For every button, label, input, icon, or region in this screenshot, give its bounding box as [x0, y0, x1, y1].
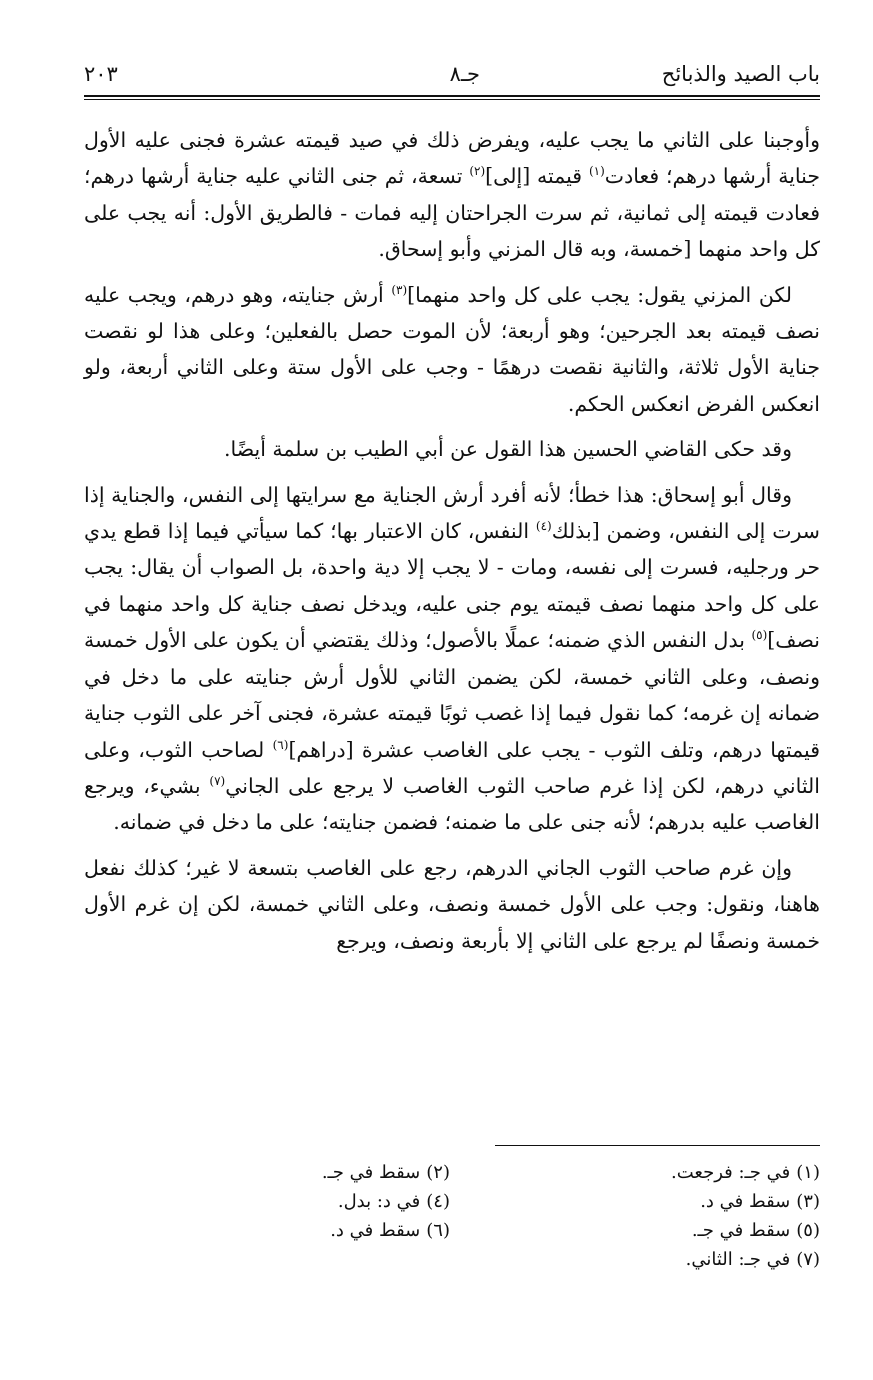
main-text	[84, 122, 820, 959]
text-run: لصاحب الثوب، وعلى الثاني درهم، لكن إذا غرم صاحب الثوب الغاصب لا يرجع على الجاني	[84, 737, 820, 798]
volume-number: جـ٨	[449, 62, 480, 86]
footnote-number: (٦)	[426, 1220, 450, 1241]
footnote-row	[84, 1187, 820, 1216]
footnote-6	[330, 1216, 450, 1245]
footnote-ref-3: (٣)	[391, 282, 408, 297]
footnote-separator	[495, 1145, 820, 1146]
text-run: قيمته [إلى]	[485, 164, 589, 189]
footnote-number: (١)	[796, 1162, 820, 1183]
footnote-ref-6: (٦)	[272, 737, 289, 752]
footnote-number: (٧)	[796, 1249, 820, 1270]
running-header	[84, 58, 820, 94]
text-run: وقال أبو إسحاق: هذا خطأ؛ لأنه أفرد أرش الجناية مع سرايتها إلى النفس، والجناية إذا سرت إلى النفس، وضمن [بذلك	[84, 482, 820, 544]
paragraph-1	[84, 122, 820, 268]
footnote-row	[84, 1245, 820, 1274]
paragraph-4	[84, 477, 820, 841]
footnote-4	[338, 1187, 450, 1216]
footnote-number: (٤)	[426, 1191, 450, 1212]
book-title: باب الصيد والذبائح	[661, 62, 820, 86]
text-run: بشيء، ويرجع الغاصب عليه بدرهم؛ لأنه جنى على ما ضمنه؛ فضمن جنايته؛ على ما دخل في ضمانه.	[84, 773, 820, 835]
footnote-text: سقط في د.	[700, 1191, 791, 1212]
paragraph-5: وإن غرم صاحب الثوب الجاني الدرهم، رجع على الغاصب بتسعة لا غير؛ كذلك نفعل هاهنا، ونقول: وجب على الأول خمسة ونصف، وعلى الثاني خمسة، لكن إن غرم الأول خمسة ونصفًا لم يرجع على الثاني إلا بأربعة ونصف، ويرجع	[84, 855, 820, 953]
paragraph-3: وقد حكى القاضي الحسين هذا القول عن أبي الطيب بن سلمة أيضًا.	[223, 437, 792, 462]
footnote-text: سقط في د.	[330, 1220, 421, 1241]
footnote-text: في جـ: فرجعت.	[671, 1162, 791, 1183]
footnote-5	[692, 1216, 820, 1245]
text-run: تسعة، ثم جنى الثاني عليه جناية أرشها درهم؛ فعادت قيمته إلى ثمانية، ثم سرت الجراحتان إليه فمات - فالطريق الأول: أنه يجب على كل واحد منهما [خمسة، وبه قال المزني وأبو إسحاق.	[84, 164, 820, 262]
footnote-text: سقط في جـ.	[321, 1162, 421, 1183]
footnote-number: (٢)	[426, 1162, 450, 1183]
footnote-number: (٥)	[796, 1220, 820, 1241]
footnote-7	[686, 1245, 820, 1274]
paragraph-2	[84, 277, 820, 423]
text-run: لكن المزني يقول: يجب على كل واحد منهما]	[407, 282, 792, 307]
header-rule-thin	[84, 99, 820, 100]
footnote-1	[671, 1158, 820, 1187]
page-number: ٢٠٣	[84, 62, 118, 86]
footnote-3	[700, 1187, 820, 1216]
text-run: النفس، كان الاعتبار بها؛ كما سيأتي فيما إذا قطع يدي حر ورجليه، فسرت إلى نفسه، ومات - لا يجب إلا دية واحدة، بل الصواب أن يقال: يجب على كل واحد منهما نصف قيمته يوم جنى عليه، ويدخل نصف جناية كل واحد منهما في نصف]	[84, 519, 820, 653]
footnote-text: في د: بدل.	[337, 1191, 421, 1212]
footnote-text: في جـ: الثاني.	[685, 1249, 791, 1270]
text-run: أرش جنايته، وهو درهم، ويجب عليه نصف قيمته بعد الجرحين؛ وهو أربعة؛ لأن الموت حصل بالفعلين؛ وعلى هذا لو نقصت جناية الأول ثلاثة، والثانية نقصت درهمًا - وجب على الأول ستة وعلى الثاني أربعة، ولو انعكس الفرض انعكس الحكم.	[84, 282, 820, 416]
footnotes	[84, 1158, 820, 1274]
footnote-ref-5: (٥)	[751, 628, 768, 643]
footnote-2	[322, 1158, 450, 1187]
footnote-number: (٣)	[796, 1191, 820, 1212]
footnote-ref-7: (٧)	[209, 774, 226, 789]
footnote-row	[84, 1216, 820, 1245]
footnote-row	[84, 1158, 820, 1187]
text-run: بدل النفس الذي ضمنه؛ عملًا بالأصول؛ وذلك يقتضي أن يكون على الأول خمسة ونصف، وعلى الثاني خمسة، لكن يضمن الثاني للأول أرش جنايته على ما دخل في ضمانه إن غرمه؛ كما نقول فيما إذا غصب ثوبًا قيمته عشرة، فجنى آخر على الثوب جناية قيمتها درهم، وتلف الثوب - يجب على الغاصب عشرة [دراهم]	[84, 628, 820, 762]
footnote-text: سقط في جـ.	[691, 1220, 791, 1241]
footnote-ref-1: (١)	[588, 164, 605, 179]
footnote-ref-4: (٤)	[535, 519, 552, 534]
header-rule-thick	[84, 95, 820, 97]
footnote-ref-2: (٢)	[469, 164, 486, 179]
text-run: وأوجبنا على الثاني ما يجب عليه، ويفرض ذلك في صيد قيمته عشرة فجنى عليه الأول جناية أرشها درهم؛ فعادت	[84, 128, 821, 189]
